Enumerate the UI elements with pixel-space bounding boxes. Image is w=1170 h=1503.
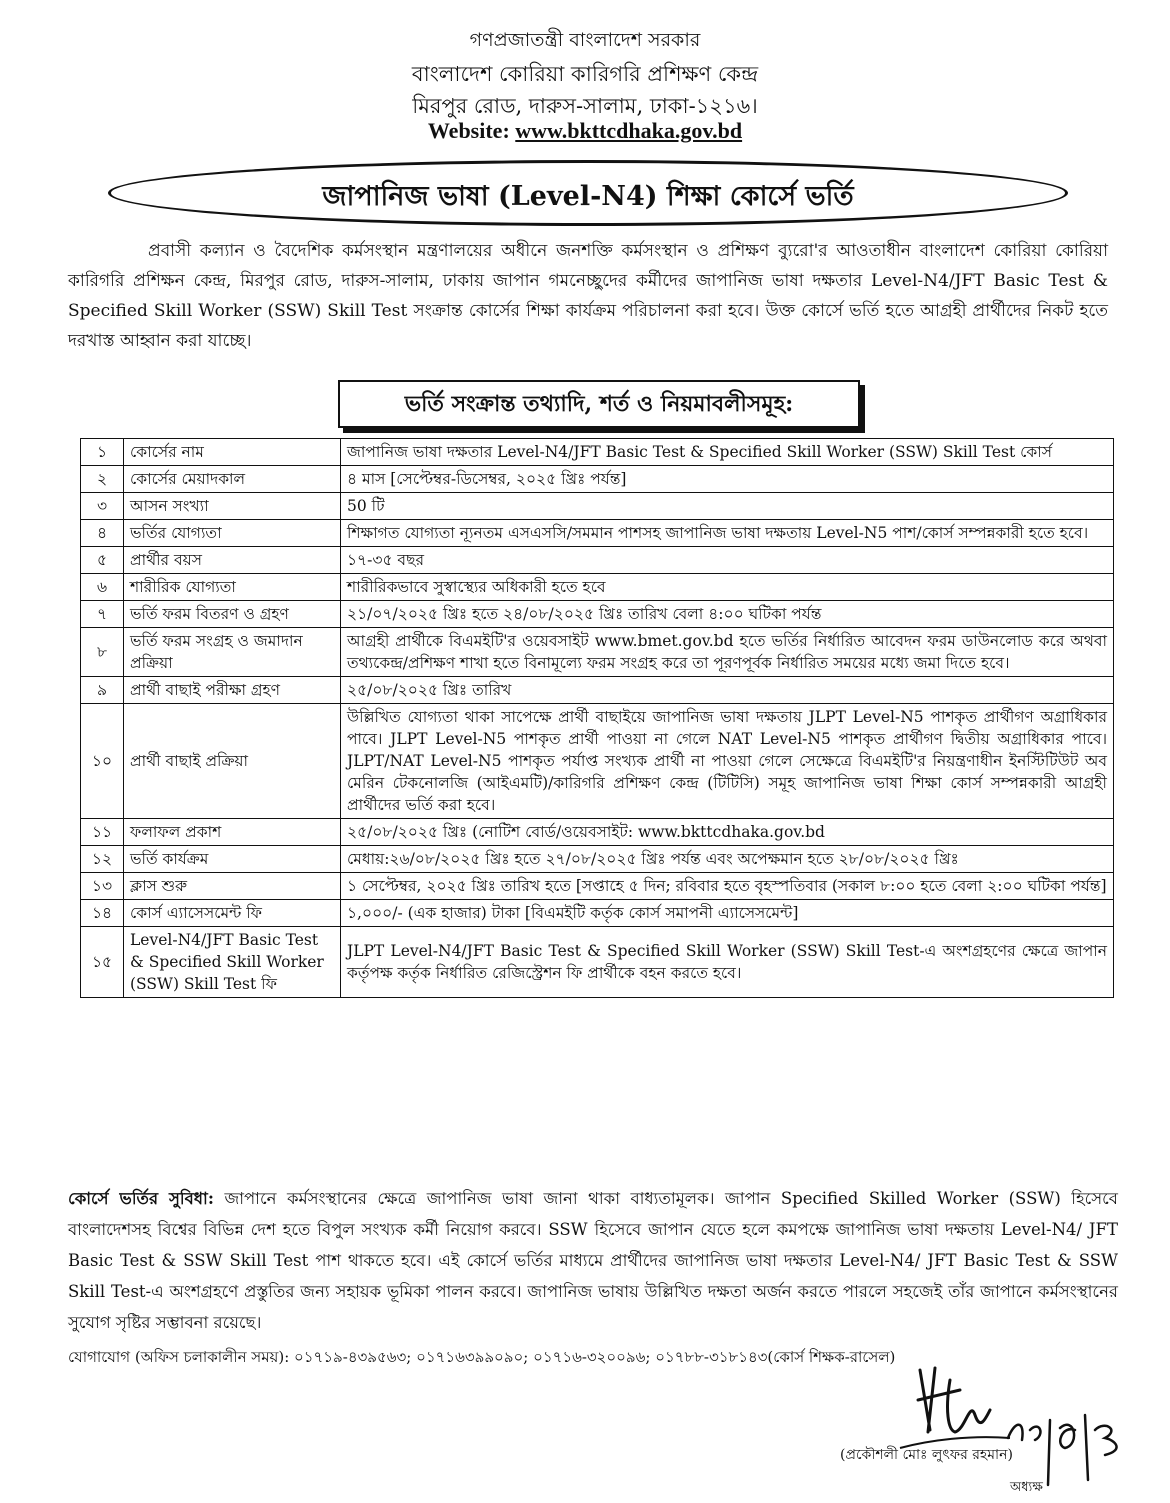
table-row (81, 628, 1114, 677)
website-label: Website: (427, 118, 510, 143)
table-row (81, 900, 1114, 927)
row-serial: ১৩ (81, 873, 124, 900)
table-row (81, 547, 1114, 574)
website-line (0, 118, 1170, 144)
row-label: কোর্সের মেয়াদকাল (124, 466, 341, 493)
row-label: প্রার্থী বাছাই প্রক্রিয়া (124, 704, 341, 819)
intro-text: প্রবাসী কল্যান ও বৈদেশিক কর্মসংস্থান মন্ত্রণালয়ের অধীনে জনশক্তি কর্মসংস্থান ও প্রশিক্ষণ ব্যুরো'র আওতাধীন বাংলাদেশ কোরিয়া কোরিয়া কারিগরি প্রশিক্ষন কেন্দ্র, মিরপুর রোড, দারুস-সালাম, ঢাকায় জাপান গমনেচ্ছুদের কর্মীদের জাপানিজ ভাষা দক্ষতার Level-N4/JFT Basic Test & Specified Skill Worker (SSW) Skill Test সংক্রান্ত কোর্সের শিক্ষা কার্যক্রম পরিচালনা করা হবে। উক্ত কোর্সে ভর্তি হতে আগ্রহী প্রার্থীদের নিকট হতে দরখাস্ত আহ্বান করা যাচ্ছে। (68, 241, 1108, 351)
row-value: আগ্রহী প্রার্থীকে বিএমইটি'র ওয়েবসাইট www.bmet.gov.bd হতে ভর্তির নির্ধারিত আবেদন ফরম ডাউনলোড করে অথবা তথ্যকেন্দ্র/প্রশিক্ষণ শাখা হতে বিনামূল্যে ফরম সংগ্রহ করে তা পূরণপূর্বক নির্ধারিত সময়ের মধ্যে জমা দিতে হবে। (341, 628, 1114, 677)
table-row (81, 601, 1114, 628)
row-label: কোর্সের নাম (124, 439, 341, 466)
row-value: ৪ মাস [সেপ্টেম্বর-ডিসেম্বর, ২০২৫ খ্রিঃ পর্যন্ত] (341, 466, 1114, 493)
row-label: প্রার্থীর বয়স (124, 547, 341, 574)
contact-line: যোগাযোগ (অফিস চলাকালীন সময়): ০১৭১৯-৪৩৯৫৬৩; ০১৭১৬৩৯৯০৯০; ০১৭১৬-৩২০০৯৬; ০১৭৮৮-৩১৮১৪৩(কোর্স শিক্ষক-রাসেল) (68, 1348, 896, 1366)
row-value: JLPT Level-N4/JFT Basic Test & Specified Skill Worker (SSW) Skill Test-এ অংশগ্রহণের ক্ষেত্রে জাপান কর্তৃপক্ষ কর্তৃক নির্ধারিত রেজিস্ট্রেশন ফি প্রার্থীকে বহন করতে হবে। (341, 927, 1114, 998)
row-label: ক্লাস শুরু (124, 873, 341, 900)
row-value: ১৭-৩৫ বছর (341, 547, 1114, 574)
row-serial: ১২ (81, 846, 124, 873)
row-label: প্রার্থী বাছাই পরীক্ষা গ্রহণ (124, 677, 341, 704)
row-serial: ৫ (81, 547, 124, 574)
row-label: ভর্তি ফরম বিতরণ ও গ্রহণ (124, 601, 341, 628)
table-row (81, 677, 1114, 704)
benefit-paragraph (68, 1183, 1118, 1338)
benefit-label: কোর্সে ভর্তির সুবিধা: (68, 1189, 214, 1208)
row-serial: ৯ (81, 677, 124, 704)
section-heading: ভর্তি সংক্রান্ত তথ্যাদি, শর্ত ও নিয়মাবলীসমূহ: (338, 380, 860, 428)
row-serial: ১৫ (81, 927, 124, 998)
row-value: শারীরিকভাবে সুস্বাস্থ্যের অধিকারী হতে হবে (341, 574, 1114, 601)
benefit-text: জাপানে কর্মসংস্থানের ক্ষেত্রে জাপানিজ ভাষা জানা থাকা বাধ্যতামূলক। জাপান Specified Skilled Worker (SSW) হিসেবে বাংলাদেশসহ বিশ্বের বিভিন্ন দেশ হতে বিপুল সংখ্যক কর্মী নিয়োগ করবে। SSW হিসেবে জাপান যেতে হলে কমপক্ষে জাপানিজ ভাষা দক্ষতায় Level-N4/ JFT Basic Test & SSW Skill Test পাশ থাকতে হবে। এই কোর্সে ভর্তির মাধ্যমে প্রার্থীদের জাপানিজ ভাষা দক্ষতার Level-N4/ JFT Basic Test & SSW Skill Test-এ অংশগ্রহণে প্রস্তুতির জন্য সহায়ক ভূমিকা পালন করবে। জাপানিজ ভাষায় উল্লিখিত দক্ষতা অর্জন করতে পারলে সহজেই তাঁর জাপানে কর্মসংস্থানের সুযোগ সৃষ্টির সম্ভাবনা রয়েছে। (68, 1189, 1118, 1332)
row-serial: ১০ (81, 704, 124, 819)
info-table (80, 438, 1114, 998)
row-value: ২১/০৭/২০২৫ খ্রিঃ হতে ২৪/০৮/২০২৫ খ্রিঃ তারিখ বেলা ৪:০০ ঘটিকা পর্যন্ত (341, 601, 1114, 628)
row-serial: ৭ (81, 601, 124, 628)
table-row (81, 439, 1114, 466)
row-value: ১,০০০/- (এক হাজার) টাকা [বিএমইটি কর্তৃক কোর্স সমাপনী এ্যাসেসমেন্ট] (341, 900, 1114, 927)
row-serial: ৬ (81, 574, 124, 601)
signatory-designation: অধ্যক্ষ (1010, 1480, 1043, 1495)
row-label: ভর্তি কার্যক্রম (124, 846, 341, 873)
notice-title: জাপানিজ ভাষা (Level-N4) শিক্ষা কোর্সে ভর্তি (322, 181, 854, 212)
table-row (81, 927, 1114, 998)
row-label: ফলাফল প্রকাশ (124, 819, 341, 846)
row-label: শারীরিক যোগ্যতা (124, 574, 341, 601)
row-value: উল্লিখিত যোগ্যতা থাকা সাপেক্ষে প্রার্থী বাছাইয়ে জাপানিজ ভাষা দক্ষতায় JLPT Level-N5 পাশকৃত প্রার্থীগণ অগ্রাধিকার পাবে। JLPT Level-N5 পাশকৃত প্রার্থী পাওয়া না গেলে NAT Level-N5 পাশকৃত প্রার্থীগণ দ্বিতীয় অগ্রাধিকার পাবে। JLPT/NAT Level-N5 পাশকৃত পর্যাপ্ত সংখ্যক প্রার্থী না পাওয়া গেলে সেক্ষেত্রে বিএমইটি'র নিয়ন্ত্রণাধীন ইনস্টিটিউট অব মেরিন টেকনোলজি (আইএমটি)/কারিগরি প্রশিক্ষণ কেন্দ্র (টিটিসি) সমূহ জাপানিজ ভাষা শিক্ষা কোর্স সম্পন্নকারী আগ্রহী প্রার্থীদের ভর্তি করা হবে। (341, 704, 1114, 819)
row-serial: ৪ (81, 520, 124, 547)
row-label: Level-N4/JFT Basic Test & Specified Skill Worker (SSW) Skill Test ফি (124, 927, 341, 998)
table-row (81, 520, 1114, 547)
row-label: কোর্স এ্যাসেসমেন্ট ফি (124, 900, 341, 927)
website-link[interactable]: www.bkttcdhaka.gov.bd (515, 118, 743, 143)
row-serial: ১৪ (81, 900, 124, 927)
table-row (81, 846, 1114, 873)
row-label: আসন সংখ্যা (124, 493, 341, 520)
row-serial: ৩ (81, 493, 124, 520)
row-value: মেধায়:২৬/০৮/২০২৫ খ্রিঃ হতে ২৭/০৮/২০২৫ খ্রিঃ পর্যন্ত এবং অপেক্ষমান হতে ২৮/০৮/২০২৫ খ্রিঃ (341, 846, 1114, 873)
table-row (81, 704, 1114, 819)
table-row (81, 873, 1114, 900)
table-row (81, 819, 1114, 846)
intro-paragraph (68, 236, 1108, 356)
row-value: জাপানিজ ভাষা দক্ষতার Level-N4/JFT Basic Test & Specified Skill Worker (SSW) Skill Test কোর্স (341, 439, 1114, 466)
row-label: ভর্তির যোগ্যতা (124, 520, 341, 547)
row-serial: ১১ (81, 819, 124, 846)
institute-name: বাংলাদেশ কোরিয়া কারিগরি প্রশিক্ষণ কেন্দ্র (411, 62, 759, 86)
gov-name: গণপ্রজাতন্ত্রী বাংলাদেশ সরকার (469, 29, 701, 51)
table-row (81, 574, 1114, 601)
table-row (81, 466, 1114, 493)
row-value: শিক্ষাগত যোগ্যতা ন্যূনতম এসএসসি/সমমান পাশসহ জাপানিজ ভাষা দক্ষতায় Level-N5 পাশ/কোর্স সম্পন্নকারী হতে হবে। (341, 520, 1114, 547)
row-value: ২৫/০৮/২০২৫ খ্রিঃ (নোটিশ বোর্ড/ওয়েবসাইট: www.bkttcdhaka.gov.bd (341, 819, 1114, 846)
table-row (81, 493, 1114, 520)
row-value: ১ সেপ্টেম্বর, ২০২৫ খ্রিঃ তারিখ হতে [সপ্তাহে ৫ দিন; রবিবার হতে বৃহস্পতিবার (সকাল ৮:০০ হতে বেলা ২:০০ ঘটিকা পর্যন্ত] (341, 873, 1114, 900)
row-value: 50 টি (341, 493, 1114, 520)
row-serial: ২ (81, 466, 124, 493)
row-value: ২৫/০৮/২০২৫ খ্রিঃ তারিখ (341, 677, 1114, 704)
signatory-name: (প্রকৌশলী মোঃ লুৎফর রহমান) (840, 1447, 1013, 1463)
row-serial: ৮ (81, 628, 124, 677)
institute-address: মিরপুর রোড, দারুস-সালাম, ঢাকা-১২১৬। (412, 94, 758, 118)
row-serial: ১ (81, 439, 124, 466)
row-label: ভর্তি ফরম সংগ্রহ ও জমাদান প্রক্রিয়া (124, 628, 341, 677)
